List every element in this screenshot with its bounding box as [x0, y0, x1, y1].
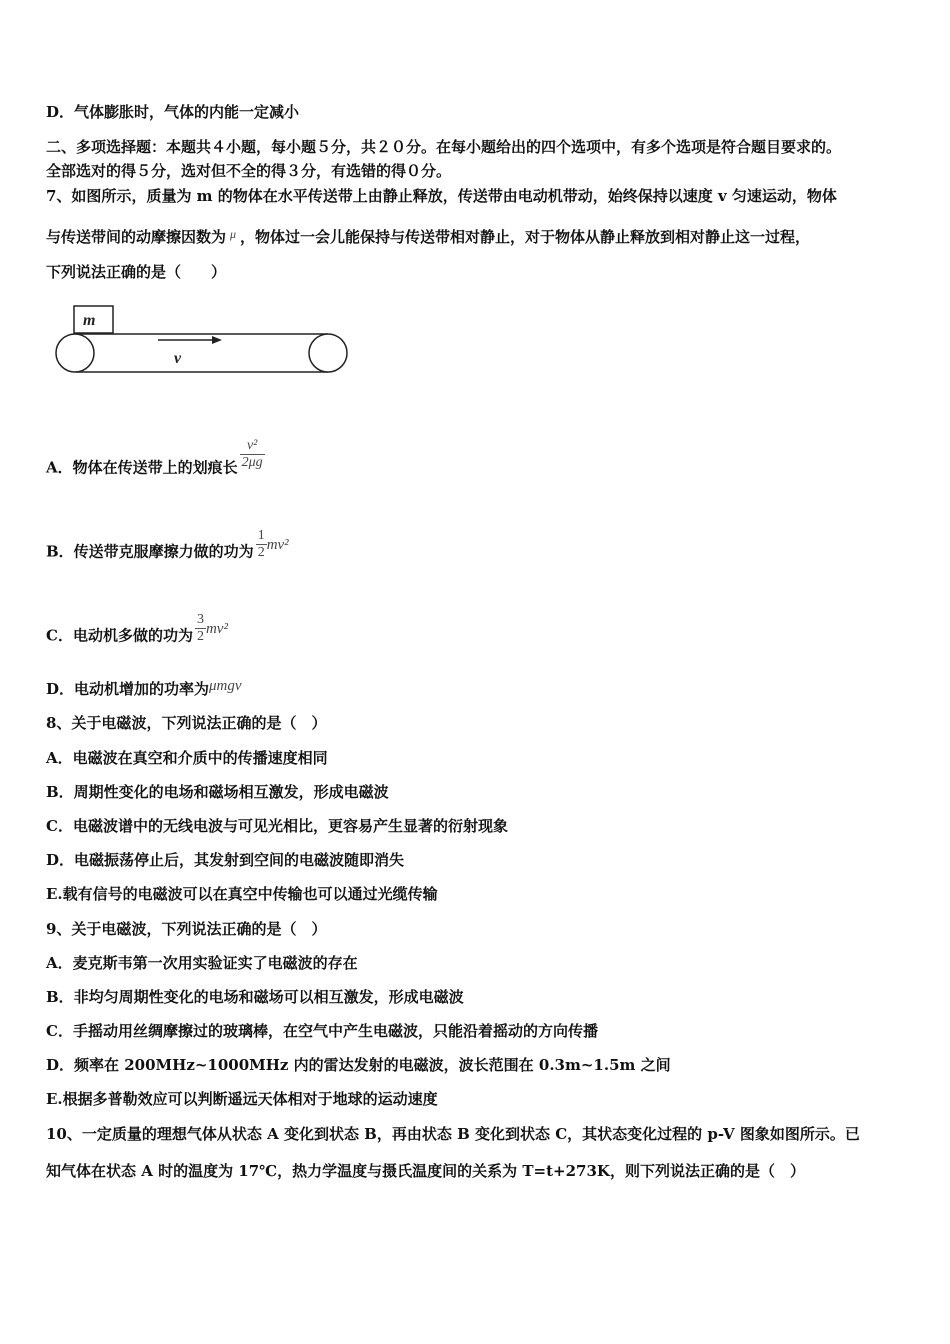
q7-option-c-numerator: 3: [196, 612, 204, 627]
q6-option-d: D．气体膨胀时，气体的内能一定减小: [46, 103, 300, 121]
q8-option-c: C．电磁波谱中的无线电波与可见光相比，更容易产生显著的衍射现象: [46, 817, 508, 835]
q7-option-c: [46, 612, 228, 653]
q7-option-b: [46, 528, 289, 569]
left-roller: [56, 334, 94, 372]
q7-option-a-text: A．物体在传送带上的划痕长: [46, 458, 238, 477]
q7-option-a-denominator: 2μg: [241, 455, 263, 470]
q7-option-b-tail: mv²: [266, 536, 289, 553]
q7-stem-line2-part1: 与传送带间的动摩擦因数为: [46, 228, 227, 246]
velocity-label: v: [174, 350, 182, 367]
section2-heading-line2: 全部选对的得５分，选对但不全的得３分，有选错的得０分。: [46, 162, 452, 180]
q9-stem: 9、关于电磁波，下列说法正确的是（ ）: [46, 920, 327, 938]
q7-stem-line2: [46, 224, 810, 247]
q9-option-a: A．麦克斯韦第一次用实验证实了电磁波的存在: [46, 954, 358, 972]
section2-heading-line1: 二、多项选择题：本题共４小题，每小题５分，共２０分。在每小题给出的四个选项中，有多个选项是符合题目要求的。: [46, 138, 842, 156]
q7-option-c-formula: [193, 612, 228, 645]
q7-stem-line1: 7、如图所示，质量为 m 的物体在水平传送带上由静止释放，传送带由电动机带动，始终保持以速度 v 匀速运动，物体: [46, 187, 837, 205]
q7-option-a: [46, 438, 265, 485]
q8-option-e: E.载有信号的电磁波可以在真空中传输也可以通过光缆传输: [46, 885, 438, 903]
q7-stem-line2-part2: ，物体过一会儿能保持与传送带相对静止，对于物体从静止释放到相对静止这一过程，: [240, 228, 811, 246]
right-roller: [309, 334, 347, 372]
velocity-arrow-head: [212, 336, 222, 344]
q7-option-b-text: B．传送带克服摩擦力做的功为: [46, 542, 254, 561]
q9-option-e: E.根据多普勒效应可以判断遥远天体相对于地球的运动速度: [46, 1090, 438, 1108]
mu-symbol: μ: [230, 227, 237, 241]
q7-option-a-numerator: v²: [246, 438, 258, 453]
q7-option-b-denominator: 2: [257, 545, 265, 560]
q10-stem-line1: 10、一定质量的理想气体从状态 A 变化到状态 B，再由状态 B 变化到状态 C，其状态变化过程的 p-V 图象如图所示。已: [46, 1125, 860, 1143]
q7-option-b-numerator: 1: [257, 528, 265, 543]
q7-option-c-tail: mv²: [205, 620, 228, 637]
q7-stem-line3: 下列说法正确的是（ ）: [46, 263, 227, 281]
q8-option-d: D．电磁振荡停止后，其发射到空间的电磁波随即消失: [46, 851, 405, 869]
conveyor-belt-figure: [54, 303, 350, 379]
q9-option-c: C．手摇动用丝绸摩擦过的玻璃棒，在空气中产生电磁波，只能沿着摇动的方向传播: [46, 1022, 598, 1040]
q8-option-a: A．电磁波在真空和介质中的传播速度相同: [46, 749, 328, 767]
q8-stem: 8、关于电磁波，下列说法正确的是（ ）: [46, 714, 327, 732]
mass-label: m: [83, 312, 96, 329]
q10-stem-line2: 知气体在状态 A 时的温度为 17℃，热力学温度与摄氏温度间的关系为 T=t+273K，则下列说法正确的是（ ）: [46, 1162, 805, 1180]
q7-option-d-text: D．电动机增加的功率为: [46, 680, 210, 698]
q7-option-c-denominator: 2: [196, 629, 204, 644]
q7-option-c-text: C．电动机多做的功为: [46, 626, 193, 645]
q7-option-d: [46, 679, 242, 700]
q7-option-b-formula: [254, 528, 289, 561]
q9-option-d: D．频率在 200MHz~1000MHz 内的雷达发射的电磁波，波长范围在 0.3m~1.5m 之间: [46, 1056, 671, 1074]
q7-option-d-expr: μmgv: [209, 678, 242, 694]
q7-option-a-fraction: [240, 438, 265, 471]
q9-option-b: B．非均匀周期性变化的电场和磁场可以相互激发，形成电磁波: [46, 988, 464, 1006]
q8-option-b: B．周期性变化的电场和磁场相互激发，形成电磁波: [46, 783, 389, 801]
